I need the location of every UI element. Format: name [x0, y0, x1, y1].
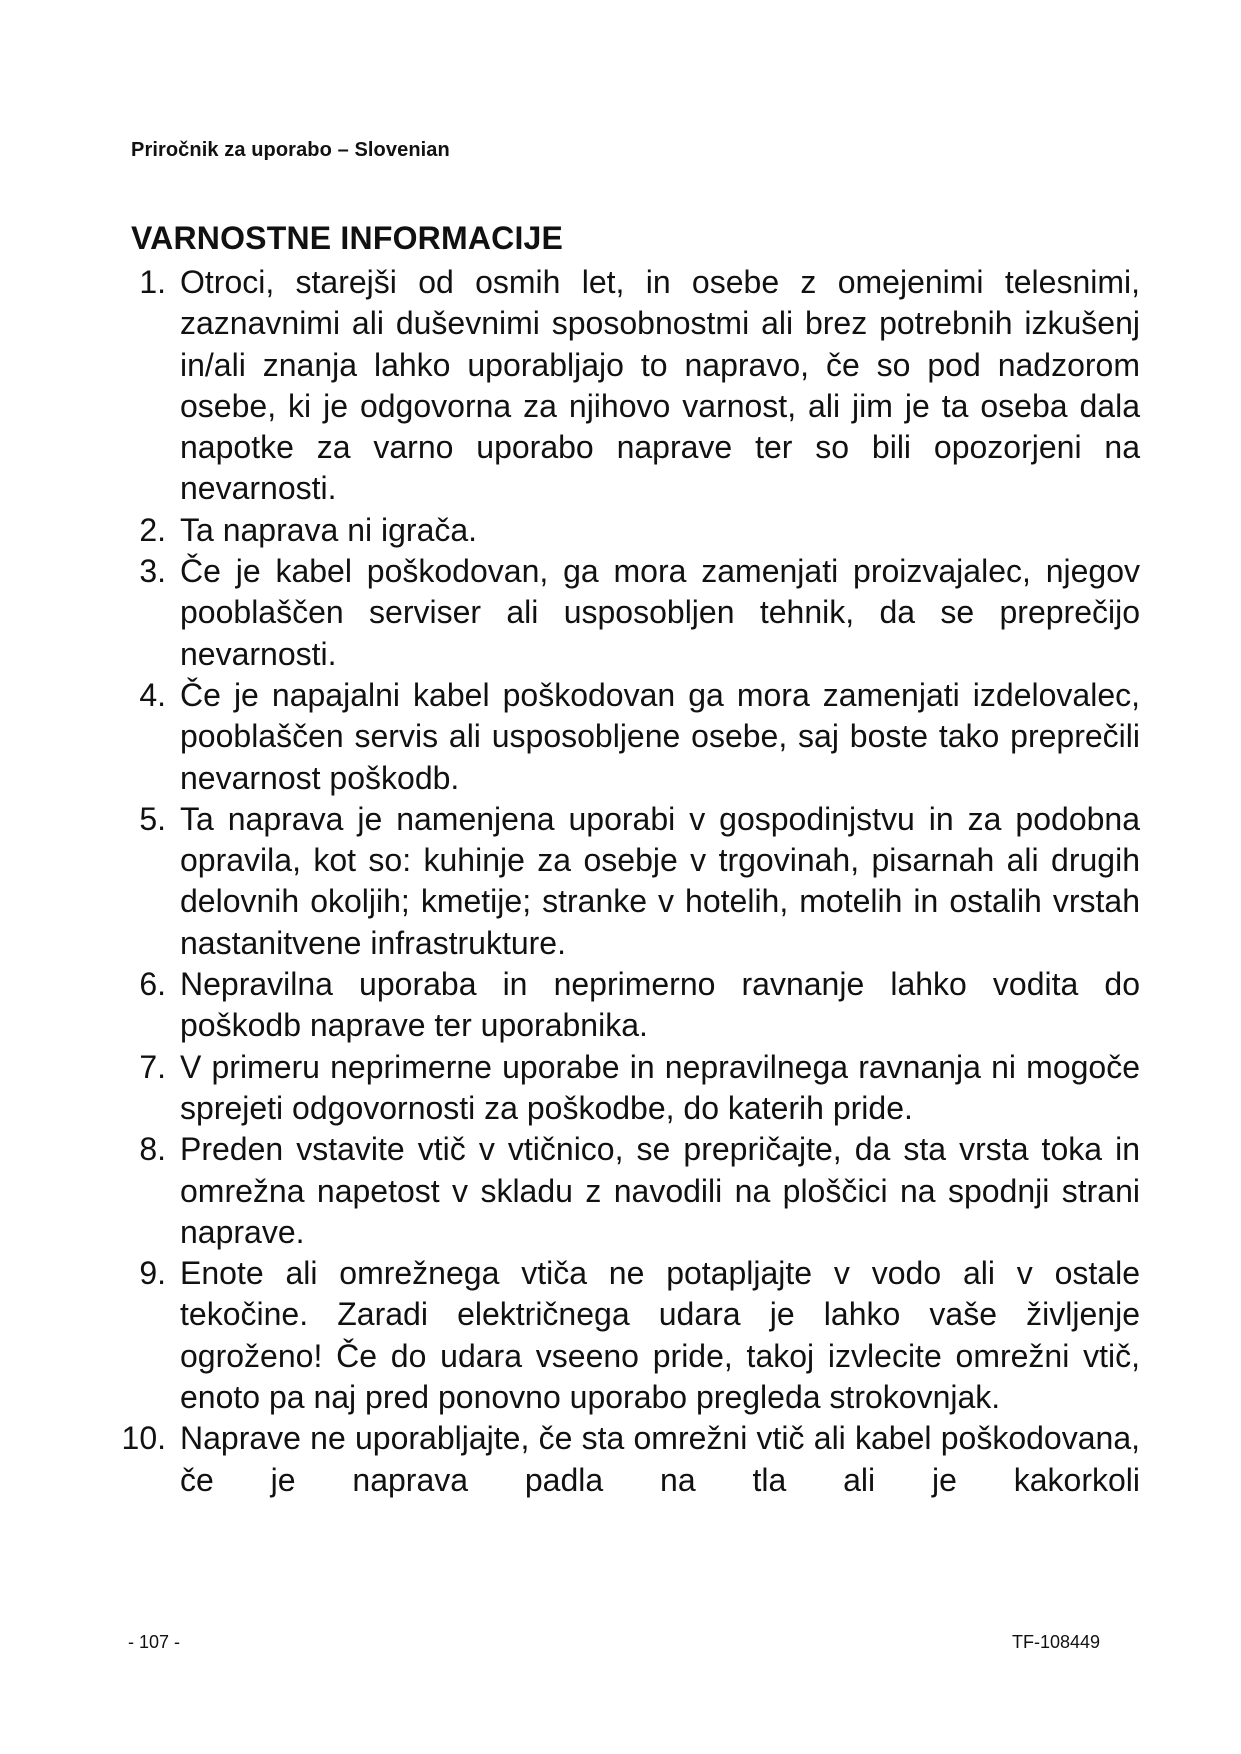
list-item	[100, 1129, 1140, 1253]
list-item-number: 10.	[121, 1420, 166, 1457]
running-header: Priročnik za uporabo – Slovenian	[131, 139, 450, 161]
list-item-number: 5.	[139, 800, 166, 837]
list-item-text: Otroci, starejši od osmih let, in osebe z omejenimi telesnimi, zaznavnimi ali duševnimi sposobnostmi ali brez potrebnih izkušenj in/ali znanja lahko uporabljajo to napravo, če so pod nadzorom osebe, ki je odgovorna za njihovo varnost, ali jim je ta oseba dala napotke za varno uporabo naprave ter so bili opozorjeni na nevarnosti.	[180, 264, 1140, 507]
list-item	[100, 675, 1140, 799]
list-item-text: Nepravilna uporaba in neprimerno ravnanje lahko vodita do poškodb naprave ter uporabnika.	[180, 966, 1140, 1044]
list-item	[100, 1418, 1140, 1501]
list-item-text: Naprave ne uporabljajte, če sta omrežni vtič ali kabel poškodovana, če je naprava padla na tla ali je kakorkoli	[180, 1420, 1140, 1498]
list-item-number: 4.	[139, 676, 166, 713]
list-item-text: V primeru neprimerne uporabe in nepravilnega ravnanja ni mogoče sprejeti odgovornosti za poškodbe, do katerih pride.	[180, 1048, 1140, 1126]
list-item-text: Ta naprava je namenjena uporabi v gospodinjstvu in za podobna opravila, kot so: kuhinje za osebje v trgovinah, pisarnah ali drugih delovnih okoljih; kmetije; stranke v hotelih, motelih in ostalih vrstah nastanitvene infrastrukture.	[180, 800, 1140, 961]
list-item-number: 1.	[139, 264, 166, 300]
list-item	[100, 799, 1140, 964]
list-item-number: 8.	[139, 1131, 166, 1168]
model-number: TF-108449	[1012, 1632, 1101, 1652]
list-item	[100, 510, 1140, 551]
page-number: - 107 -	[128, 1632, 181, 1652]
list-item-text: Ta naprava ni igrača.	[180, 511, 478, 548]
list-item	[100, 964, 1140, 1047]
list-item	[100, 262, 1140, 510]
list-item	[100, 1047, 1140, 1130]
list-item-text: Če je kabel poškodovan, ga mora zamenjati proizvajalec, njegov pooblaščen serviser ali usposobljen tehnik, da se preprečijo nevarnosti.	[180, 553, 1140, 672]
list-item-text: Preden vstavite vtič v vtičnico, se prepričajte, da sta vrsta toka in omrežna napetost v skladu z navodili na ploščici na spodnji strani naprave.	[180, 1131, 1140, 1250]
list-item-number: 7.	[139, 1048, 166, 1085]
list-item-number: 3.	[139, 553, 166, 590]
list-item-text: Enote ali omrežnega vtiča ne potapljajte v vodo ali v ostale tekočine. Zaradi električnega udara je lahko vaše življenje ogroženo! Če do udara vseeno pride, takoj izvlecite omrežni vtič, enoto pa naj pred ponovno uporabo pregleda strokovnjak.	[180, 1255, 1140, 1416]
section-title: VARNOSTNE INFORMACIJE	[131, 220, 564, 256]
list-item-number: 2.	[139, 511, 166, 548]
safety-list	[100, 262, 1140, 1501]
list-item	[100, 1253, 1140, 1418]
list-item-text: Če je napajalni kabel poškodovan ga mora zamenjati izdelovalec, pooblaščen servis ali usposobljene osebe, saj boste tako preprečili nevarnost poškodb.	[180, 676, 1140, 796]
list-item	[100, 551, 1140, 675]
list-item-number: 9.	[139, 1255, 166, 1292]
list-item-number: 6.	[139, 966, 166, 1003]
